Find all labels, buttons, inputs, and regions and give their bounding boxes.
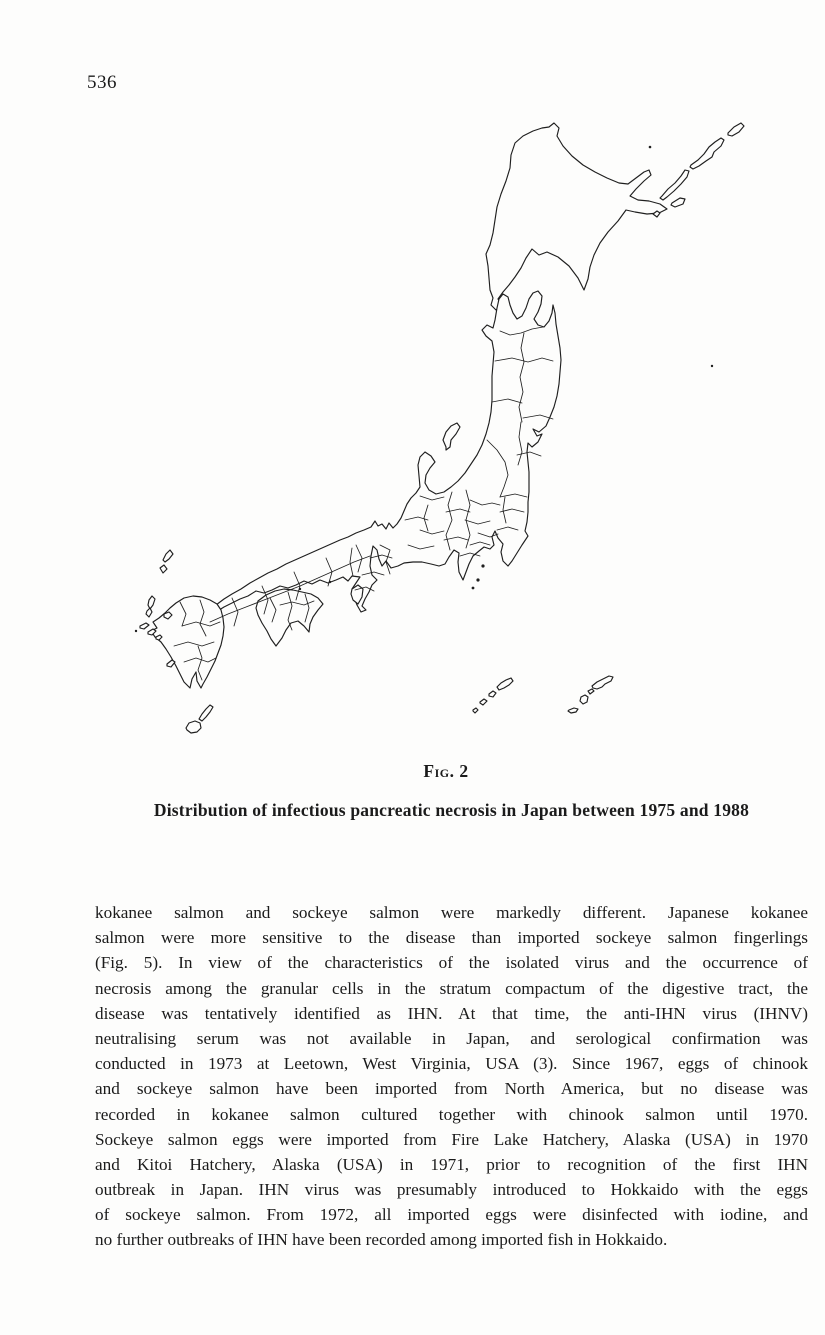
body-line: Sockeye salmon eggs were imported from Fire Lake Hatchery, Alaska (USA) in 1970 <box>95 1129 808 1149</box>
okinawa-islet-3 <box>568 708 578 713</box>
figure-caption: Distribution of infectious pancreatic necrosis in Japan between 1975 and 1988 <box>153 800 750 820</box>
tanegashima-island <box>199 705 213 721</box>
okinawa-islet-2 <box>580 695 588 704</box>
body-line: necrosis among the granular cells in the stratum compactum of the digestive tract, the <box>95 978 808 998</box>
honshu-outline <box>202 291 561 627</box>
figure-label: Fig. 2 <box>423 761 469 781</box>
body-line: kokanee salmon and sockeye salmon were markedly different. Japanese kokanee <box>95 903 808 922</box>
oki-islands <box>163 550 173 562</box>
tsushima-island-south <box>146 608 152 617</box>
scan-speck-top <box>649 146 652 149</box>
yakushima-island <box>186 721 201 733</box>
goto-speck <box>135 630 137 632</box>
tsushima-island-north <box>148 596 155 609</box>
body-line: conducted in 1973 at Leetown, West Virginia, USA (3). Since 1967, eggs of chinook <box>95 1054 808 1074</box>
body-paragraph <box>95 900 808 1253</box>
amami-island-1 <box>497 678 513 690</box>
body-line: disease was tentatively identified as IHN. At that time, the anti-IHN virus (IHNV) <box>95 1003 808 1023</box>
body-line: neutralising serum was not available in Japan, and serological confirmation was <box>95 1028 808 1048</box>
okinawa-islet-1 <box>588 689 594 694</box>
body-line: recorded in kokanee salmon cultured together with chinook salmon until 1970. <box>95 1104 808 1124</box>
hokkaido-outline <box>486 123 667 310</box>
body-line: and sockeye salmon have been imported from North America, but no disease was <box>95 1079 808 1099</box>
body-line: outbreak in Japan. IHN virus was presumably introduced to Hokkaido with the eggs <box>95 1180 808 1200</box>
body-line: no further outbreaks of IHN have been recorded among imported fish in Hokkaido. <box>95 1230 668 1250</box>
izu-island-dot-1 <box>481 564 484 567</box>
body-line: and Kitoi Hatchery, Alaska (USA) in 1971, prior to recognition of the first IHN <box>95 1154 808 1174</box>
izu-island-dot-3 <box>472 587 475 590</box>
izu-island-dot-2 <box>476 578 479 581</box>
amami-island-4 <box>473 708 478 713</box>
body-line: of sockeye salmon. From 1972, all imported eggs were disinfected with iodine, and <box>95 1205 808 1225</box>
kuril-islet-northeast <box>728 123 744 136</box>
page-number: 536 <box>87 72 117 93</box>
body-line: salmon were more sensitive to the disease than imported sockeye salmon fingerlings <box>95 928 808 948</box>
body-line: (Fig. 5). In view of the characteristics of the isolated virus and the occurrence of <box>95 953 808 973</box>
amami-island-2 <box>489 691 496 697</box>
scan-speck-right <box>711 365 713 367</box>
kuril-island-kunashiri <box>660 170 689 200</box>
amami-island-3 <box>480 699 487 705</box>
goto-island-1 <box>140 623 149 629</box>
oki-islet-south <box>160 565 167 573</box>
kuril-islet-shikotan <box>671 198 685 207</box>
kuril-island-etorofu <box>690 138 724 169</box>
okinawa-island <box>592 676 613 689</box>
sado-island <box>443 423 460 450</box>
koshikijima-island <box>167 660 175 667</box>
